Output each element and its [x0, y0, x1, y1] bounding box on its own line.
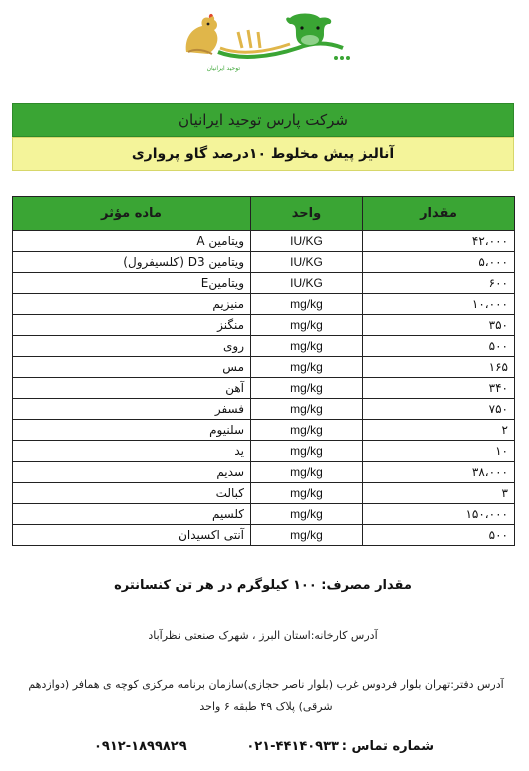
phone-mobile[interactable]: ۰۹۱۲-۱۸۹۹۸۲۹	[94, 739, 187, 754]
table-row	[13, 315, 515, 336]
cell-material: کبالت	[13, 483, 251, 504]
analysis-title: آنالیز پیش مخلوط ۱۰درصد گاو پرواری	[131, 146, 395, 162]
table-row	[13, 294, 515, 315]
cell-quantity: ۵۰۰	[363, 336, 515, 357]
table-row	[13, 441, 515, 462]
cell-material: ویتامین D3 (کلسیفرول)	[13, 252, 251, 273]
cow-icon	[286, 14, 350, 61]
cell-material: منیزیم	[13, 294, 251, 315]
cell-quantity: ۵۰۰	[363, 525, 515, 546]
table-header-row	[13, 197, 515, 231]
company-logo	[178, 8, 353, 74]
table-row	[13, 399, 515, 420]
cell-material: آنتی اکسیدان	[13, 525, 251, 546]
swoosh-icon	[218, 30, 343, 57]
contact-line	[12, 739, 514, 759]
cell-unit: mg/kg	[251, 315, 363, 336]
cell-material: مس	[13, 357, 251, 378]
table-row	[13, 525, 515, 546]
analysis-table	[12, 196, 515, 546]
table-row	[13, 273, 515, 294]
cell-unit: mg/kg	[251, 462, 363, 483]
rooster-icon	[186, 14, 218, 54]
cell-unit: IU/KG	[251, 252, 363, 273]
header-material: ماده مؤثر	[13, 197, 251, 231]
cell-material: منگنز	[13, 315, 251, 336]
cell-unit: mg/kg	[251, 420, 363, 441]
cell-material: فسفر	[13, 399, 251, 420]
analysis-title-band	[12, 137, 514, 171]
cell-material: روی	[13, 336, 251, 357]
cell-quantity: ۱۶۵	[363, 357, 515, 378]
cell-quantity: ۳	[363, 483, 515, 504]
contact-label: شماره تماس :	[341, 739, 434, 754]
cell-material: سدیم	[13, 462, 251, 483]
company-name: شرکت پارس توحید ایرانیان	[178, 111, 348, 129]
header-quantity: مقدار	[363, 197, 515, 231]
table-row	[13, 231, 515, 252]
header-unit: واحد	[251, 197, 363, 231]
cell-unit: mg/kg	[251, 441, 363, 462]
table-row	[13, 357, 515, 378]
cell-quantity: ۶۰۰	[363, 273, 515, 294]
office-address: آدرس دفتر:تهران بلوار فردوس غرب (بلوار ناصر حجازی)سازمان برنامه مرکزی کوچه ی همافر (دوازدهم شرقی) پلاک ۴۹ طبقه ۶ واحد	[28, 678, 504, 713]
cell-quantity: ۲	[363, 420, 515, 441]
table-row	[13, 462, 515, 483]
cell-quantity: ۳۴۰	[363, 378, 515, 399]
cell-material: آهن	[13, 378, 251, 399]
cell-material: ید	[13, 441, 251, 462]
cell-quantity: ۵،۰۰۰	[363, 252, 515, 273]
table-row	[13, 336, 515, 357]
cell-unit: mg/kg	[251, 378, 363, 399]
cell-unit: mg/kg	[251, 357, 363, 378]
cell-unit: mg/kg	[251, 525, 363, 546]
cell-quantity: ۳۵۰	[363, 315, 515, 336]
cell-unit: mg/kg	[251, 483, 363, 504]
cell-material: سلنیوم	[13, 420, 251, 441]
phone-landline[interactable]: ۰۲۱-۴۴۱۴۰۹۳۳	[246, 739, 339, 754]
cell-unit: mg/kg	[251, 399, 363, 420]
logo-graphic	[178, 8, 353, 74]
cell-unit: IU/KG	[251, 231, 363, 252]
factory-address: آدرس کارخانه:استان البرز ، شهرک صنعتی نظرآباد	[148, 629, 378, 642]
usage-instruction: مقدار مصرف: ۱۰۰ کیلوگرم در هر تن کنسانتره	[114, 578, 412, 593]
table-row	[13, 378, 515, 399]
cell-quantity: ۷۵۰	[363, 399, 515, 420]
cell-material: ویتامین A	[13, 231, 251, 252]
table-row	[13, 504, 515, 525]
company-name-band	[12, 103, 514, 137]
table-row	[13, 483, 515, 504]
cell-unit: mg/kg	[251, 336, 363, 357]
table-row	[13, 252, 515, 273]
cell-quantity: ۱۰	[363, 441, 515, 462]
cell-unit: IU/KG	[251, 273, 363, 294]
cell-quantity: ۱۰،۰۰۰	[363, 294, 515, 315]
cell-unit: mg/kg	[251, 294, 363, 315]
cell-unit: mg/kg	[251, 504, 363, 525]
cell-quantity: ۳۸،۰۰۰	[363, 462, 515, 483]
cell-material: ویتامینE	[13, 273, 251, 294]
cell-quantity: ۱۵۰،۰۰۰	[363, 504, 515, 525]
table-row	[13, 420, 515, 441]
logo-text: توحید ایرانیان	[206, 65, 240, 72]
cell-quantity: ۴۲،۰۰۰	[363, 231, 515, 252]
cell-material: کلسیم	[13, 504, 251, 525]
